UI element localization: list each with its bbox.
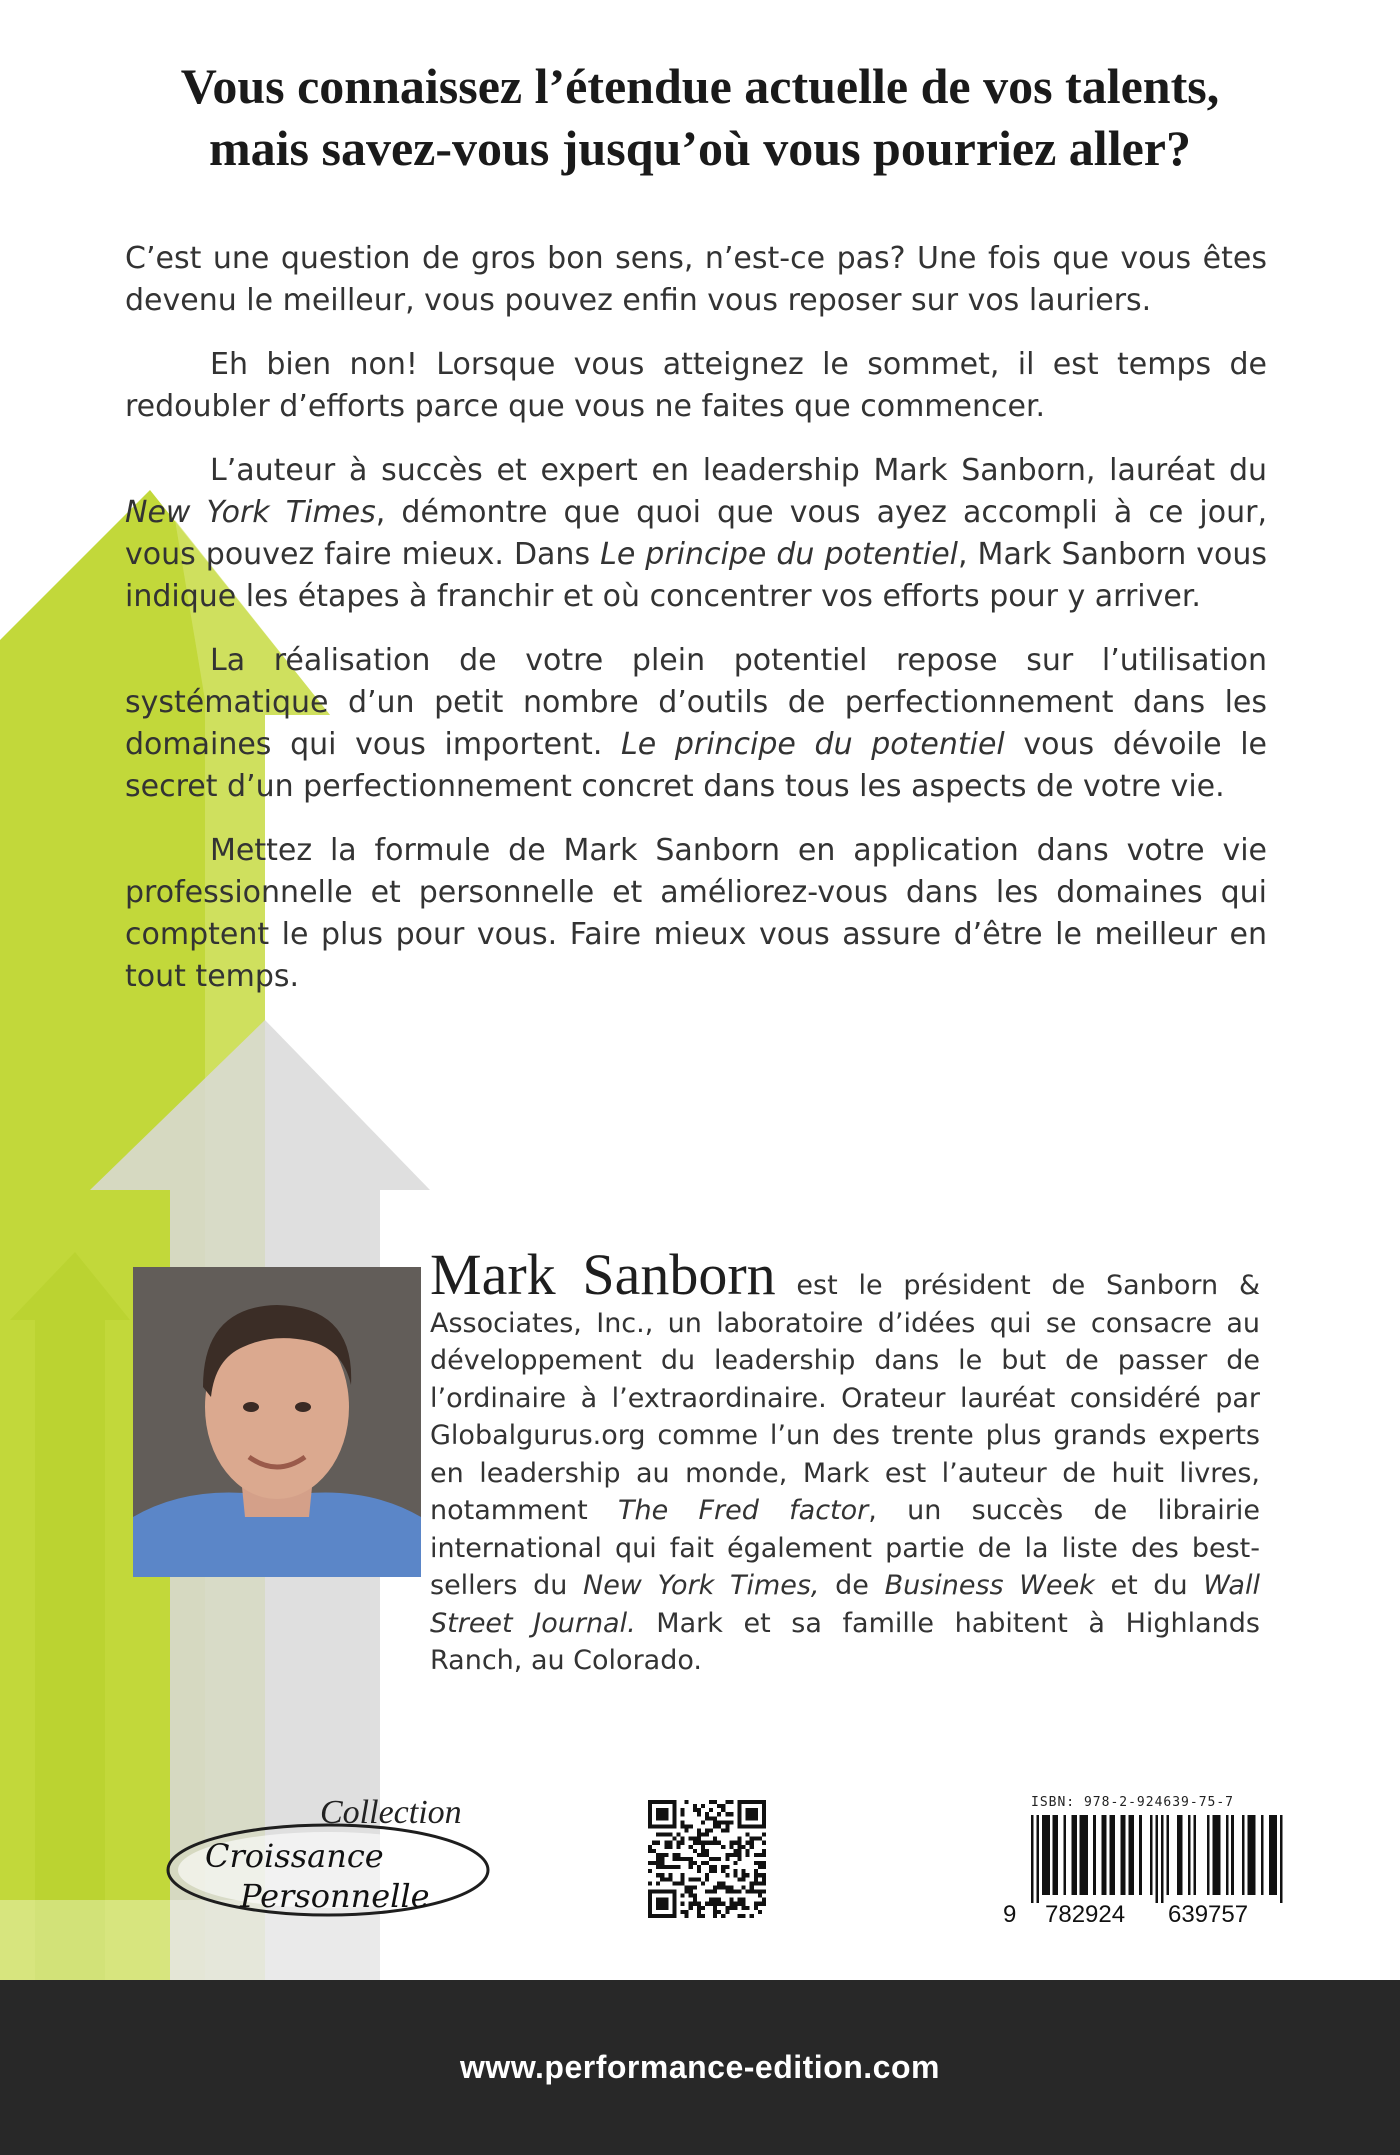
headline-line-2: mais savez-vous jusqu’où vous pourriez aller? — [209, 120, 1191, 176]
headline-line-1: Vous connaissez l’étendue actuelle de vos talents, — [180, 58, 1220, 114]
paragraph-2: Eh bien non! Lorsque vous atteignez le sommet, il est temps de redoubler d’efforts parce que vous ne faites que commencer. — [125, 347, 1267, 424]
website-link[interactable]: www.performance-edition.com — [460, 2049, 940, 2085]
description — [125, 238, 1267, 1020]
logo-line-1: Croissance — [205, 1837, 384, 1875]
newspaper-title: New York Times — [125, 495, 376, 530]
paragraph-3-text-c: , démontre que quoi que vous ayez accompli à ce jour, vous pouvez faire mieux. Dans — [125, 495, 1267, 572]
book-title: Le principe du potentiel — [621, 727, 1005, 762]
bio-text-2: , un succès de librairie international qui fait également partie de la liste des best-sellers du — [430, 1495, 1260, 1601]
paragraph-5: Mettez la formule de Mark Sanborn en application dans votre vie professionnelle et personnelle et améliorez-vous dans les domaines qui comptent le plus pour vous. Faire mieux vous assure d’être le meilleur en tout temps. — [125, 833, 1267, 994]
bio-magazine: Business Week — [884, 1570, 1095, 1601]
bio-text-4: et du — [1094, 1570, 1204, 1601]
bio-text-5: Mark et sa famille habitent à Highlands Ranch, au Colorado. — [430, 1607, 1260, 1676]
bio-newspaper: New York Times, — [583, 1570, 820, 1601]
logo-line-2: Personnelle — [240, 1877, 430, 1915]
isbn-barcode — [1003, 1795, 1288, 1935]
headline — [60, 55, 1340, 179]
paragraph-1: C’est une question de gros bon sens, n’est-ce pas? Une fois que vous êtes devenu le meilleur, vous pouvez enfin vous reposer sur vos lauriers. — [125, 241, 1267, 318]
paragraph-4-text-a: La réalisation de votre plein potentiel repose sur l’utilisation systématique d’un petit nombre d’outils de perfectionnement dans les domaines qui vous importent. — [125, 643, 1267, 762]
bio-journal: Wall Street Journal. — [430, 1570, 1260, 1639]
barcode-digit-first: 9 — [1003, 1901, 1017, 1928]
bio-text-3: de — [819, 1570, 885, 1601]
barcode-group-1: 782924 — [1045, 1901, 1126, 1928]
logo-collection-text: Collection — [320, 1794, 462, 1831]
paragraph-3-text-a: L’auteur à succès et expert en leadership Mark Sanborn, lauréat du — [210, 453, 1267, 488]
book-title: Le principe du potentiel — [600, 537, 958, 572]
author-photo — [133, 1267, 421, 1577]
paragraph-3 — [125, 450, 1267, 618]
bio-book-title: The Fred factor — [617, 1495, 869, 1526]
barcode-bars — [1031, 1815, 1288, 1903]
barcode-group-2: 639757 — [1168, 1901, 1249, 1928]
paragraph-4 — [125, 640, 1267, 808]
paragraph-3-text-e: , Mark Sanborn vous indique les étapes à franchir et où concentrer vos efforts pour y arriver. — [125, 537, 1267, 614]
isbn-label: ISBN: 978-2-924639-75-7 — [1031, 1795, 1235, 1810]
collection-logo — [160, 1785, 520, 1935]
footer-bar — [0, 1980, 1400, 2155]
paragraph-4-text-c: vous dévoile le secret d’un perfectionnement concret dans tous les aspects de votre vie. — [125, 727, 1267, 804]
qr-code — [648, 1800, 766, 1918]
author-bio — [430, 1242, 1260, 1680]
author-name: Mark Sanborn — [430, 1242, 776, 1307]
bio-text-1: est le président de Sanborn & Associates, Inc., un laboratoire d’idées qui se consacre au développement du leadership dans le but de passer de l’ordinaire à l’extraordinaire. Orateur lauréat considéré par Globalgurus.org comme l’un des trente plus grands experts en leadership au monde, Mark est l’auteur de huit livres, notamment — [430, 1270, 1260, 1526]
barcode-digits — [1003, 1901, 1288, 1931]
